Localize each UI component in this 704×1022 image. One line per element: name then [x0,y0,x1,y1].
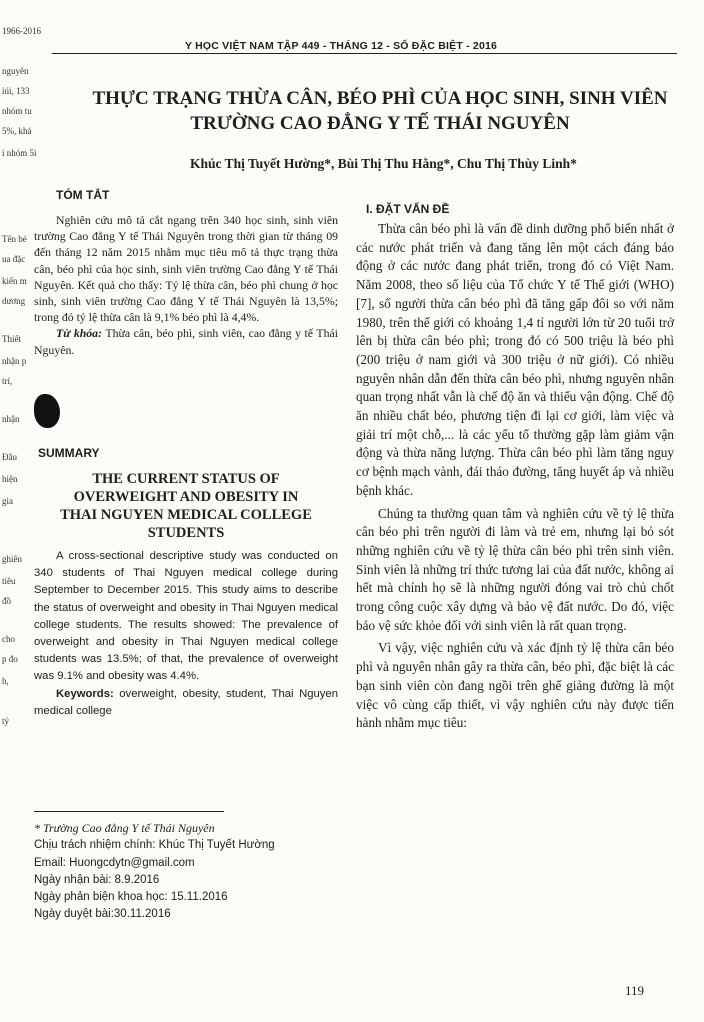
summary-title [34,470,338,542]
footnote-affiliation: * Trường Cao đẳng Y tế Thái Nguyên [34,821,215,835]
gutter-fragment: kiến m [2,276,27,286]
intro-paragraph-2: Chúng ta thường quan tâm và nghiên cứu về tỷ lệ thừa cân béo phì trên người đi làm và trẻ em, nhưng lại bỏ sót những nghiên cứu về tỷ lệ thừa cân béo phì trên sinh viên. Sinh viên là những trí thức tương lai của đất nước, không ai hết mà chính họ sẽ là những người đóng vai trò chủ chốt trong công cuộc xây dựng và bảo vệ đất nước. Do đó, việc bảo vệ sức khỏe đối với sinh viên là rất quan trọng. [356,505,674,633]
introduction [356,220,674,733]
article-title [70,86,690,136]
abstract-vi-heading: TÓM TẮT [56,188,110,202]
gutter-fragment: Tên bé [2,234,27,244]
gutter-fragment: h, [2,676,9,686]
keywords-vi-text: Thừa cân, béo phì, sinh viên, cao đẳng y tế Thái Nguyên. [34,326,338,357]
ink-blot [34,394,60,428]
page-number: 119 [625,983,645,998]
gutter-fragment: p đo [2,654,18,664]
gutter-fragment: nguyên [2,66,29,76]
intro-paragraph-1: Thừa cân béo phì là vấn đề dinh dưỡng phổ biến nhất ở các nước phát triển và đang tăng lên một cách đáng báo động ở các nước đang phát triển, trong đó có Việt Nam. Năm 2008, theo số liệu của Tổ chức Y tế Thế giới (WHO) [7], số người thừa cân béo phì đã tăng gấp đôi so với năm 1980, trên thế giới có khoảng 1,4 tỉ người lớn từ 20 tuổi trở lên bị thừa cân béo phì; trong đó có 500 triệu là béo phì (200 triệu ở nam giới và 300 triệu ở nữ giới). Có nhiều nguyên nhân dẫn đến thừa cân béo phì, nhưng nguyên nhân quan trọng nhất vẫn là chế độ ăn và thiếu vận động. Chế độ ăn nhiều chất béo, phương tiện đi lại cơ giới, làm việc và giải trí một chỗ,... là các yếu tố thường gặp làm giảm vận động và thừa năng lượng. Thừa cân béo phì làm tăng nguy cơ bệnh mạch vành, đái tháo đường, tăng huyết áp và nhiều bệnh khác. [356,221,674,498]
title-line-1: THỰC TRẠNG THỪA CÂN, BÉO PHÌ CỦA HỌC SINH, SINH VIÊN [92,88,668,109]
gutter-fragment: iúi, 133 [2,86,30,96]
header-rule [52,53,677,54]
keywords-en-label: Keywords: [56,687,114,700]
gutter-fragment: nhận [2,414,20,424]
summary-keywords [34,686,338,720]
gutter-fragment: Đâu [2,452,17,462]
gutter-fragment: nhóm tu [2,106,32,116]
summary-title-line-1: THE CURRENT STATUS OF [92,471,280,487]
gutter-fragment: 1966-2016 [2,26,41,36]
gutter-fragment: đồ [2,596,11,606]
gutter-fragment: hiện [2,474,18,484]
keywords-en-text: overweight, obesity, student, Thai Nguyen medical college [34,687,339,717]
summary-body: A cross-sectional descriptive study was conducted on 340 students of Thai Nguyen medical college during September to December 2015. This study aims to describe the status of overweight and obesity in Thai Nguyen medical college students. The results showed: The prevalence of overweight and obesity in Thai Nguyen medical college students was 13.5%; of that, the prevalence of overweight was 9.1% and obesity was 4.4%. [34,550,338,683]
summary-title-line-2: OVERWEIGHT AND OBESITY IN [73,489,299,505]
title-line-2: TRƯỜNG CAO ĐẲNG Y TẾ THÁI NGUYÊN [190,113,570,134]
gutter-fragment: ghiên [2,554,22,564]
summary-en [34,548,338,720]
footnote-rule [34,811,224,812]
abstract-vi [34,212,338,358]
gutter-fragment: gia [2,496,13,506]
footnotes [34,820,354,924]
intro-heading: I. ĐẶT VẤN ĐỀ [366,202,450,216]
gutter-fragment: tý [2,716,10,726]
running-header: Y HỌC VIỆT NAM TẬP 449 - THÁNG 12 - SỐ ĐẶC BIỆT - 2016 [185,40,498,52]
gutter-fragment: 5%, khá [2,126,32,136]
footnote-reviewed: Ngày phản biện khoa học: 15.11.2016 [34,891,228,904]
summary-title-line-4: STUDENTS [147,525,225,541]
abstract-vi-body: Nghiên cứu mô tả cắt ngang trên 340 học sinh, sinh viên trường Cao đẳng Y tế Thái Nguyên trong thời gian từ tháng 09 đến tháng 12 năm 2015 nhằm mục tiêu mô tả thực trạng thừa cân, béo phì của học sinh, sinh viên trường Cao đẳng Y tế Thái Nguyên. Kết quả cho thấy: Tỷ lệ thừa cân, béo phì chung ở học sinh, sinh viên trường Cao đẳng Y tế Thái Nguyên là 13,5%; trong đó tỷ lệ thừa cân là 9,1% béo phì là 4,4%. [34,213,338,325]
gutter-fragment: Thiết [2,334,21,344]
footnote-responsible: Chịu trách nhiệm chính: Khúc Thị Tuyết Hường [34,839,275,852]
gutter-fragment: nhận p [2,356,27,366]
intro-paragraph-3: Vì vậy, việc nghiên cứu và xác định tỷ lệ thừa cân béo phì và nguyên nhân gây ra thừa cân, béo phì, đặc biệt là các bạn sinh viên còn đang ngồi trên ghế giảng đường là một việc vô cùng cấp thiết, vì vậy nghiên cứu này được tiến hành nhằm mục tiêu: [356,640,674,731]
gutter-fragment: i nhóm 5i [2,148,37,158]
author-list: Khúc Thị Tuyết Hường*, Bùi Thị Thu Hằng*, Chu Thị Thùy Linh* [190,156,577,171]
gutter-fragment: ua đặc [2,254,26,264]
adjacent-page-gutter [0,0,41,1022]
abstract-vi-keywords [34,325,338,357]
gutter-fragment: tiêu [2,576,16,586]
gutter-fragment: cho [2,634,15,644]
summary-title-line-3: THAI NGUYEN MEDICAL COLLEGE [60,507,312,523]
gutter-fragment: dương [2,296,26,306]
footnote-accepted: Ngày duyệt bài:30.11.2016 [34,908,171,921]
footnote-received: Ngày nhận bài: 8.9.2016 [34,873,160,886]
summary-heading: SUMMARY [38,446,100,460]
keywords-vi-label: Từ khóa: [56,326,103,341]
footnote-email: Email: Huongcdytn@gmail.com [34,856,195,869]
gutter-fragment: trí, [2,376,13,386]
